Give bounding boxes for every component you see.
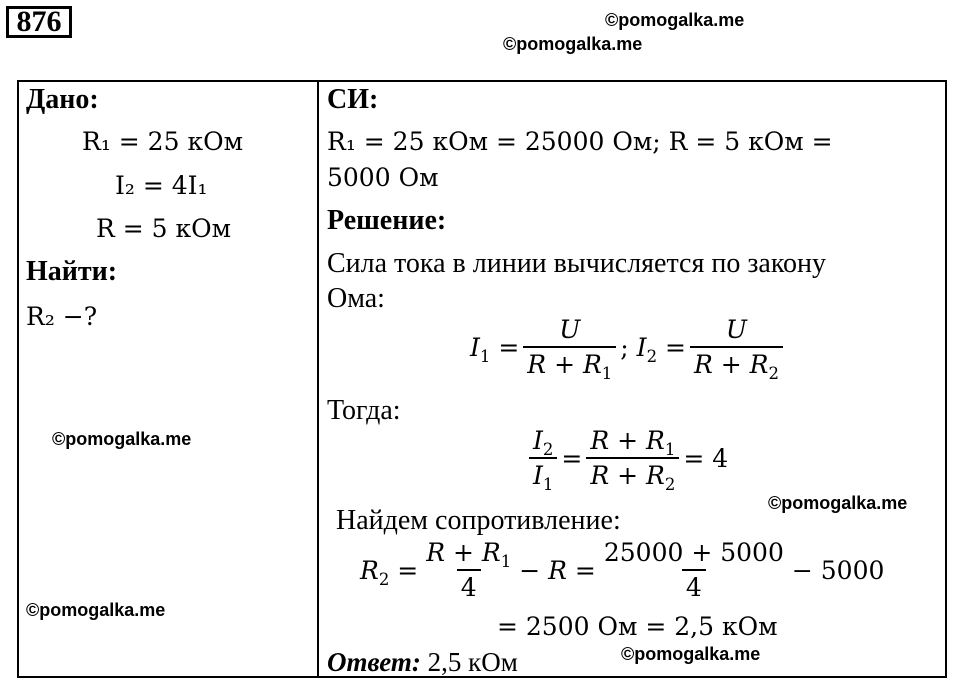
given-r1: R₁ = 25 кОм [82,127,244,156]
problem-number: 876 [6,6,72,38]
solution-header: Решение: [327,205,447,236]
given-r: R = 5 кОм [96,214,232,243]
solution-text-2: Тогда: [327,395,401,426]
solution-text-3: Найдем сопротивление: [336,505,621,536]
formula-ohm-law: $I_1$ = $\frac{U}{R + R_1}$ ; $I_2$ = $\frac{U}{R + R_2}$ [470,315,787,379]
si-line-2: 5000 Ом [327,163,439,192]
watermark: ©pomogalka.me [768,493,908,513]
si-line-1: R₁ = 25 кОм = 25000 Ом; R = 5 кОм = [327,127,833,156]
answer-value: 2,5 кОм [427,647,518,677]
watermark: ©pomogalka.me [605,10,745,30]
watermark: ©pomogalka.me [503,34,643,54]
si-header: СИ: [327,84,379,115]
solution-text-1b: Ома: [327,283,385,314]
find-r2: R₂ −? [26,302,98,331]
watermark: ©pomogalka.me [621,644,761,664]
watermark: ©pomogalka.me [26,600,166,620]
answer-label: Ответ: [327,647,421,677]
answer [327,647,518,678]
watermark: ©pomogalka.me [52,429,192,449]
find-header: Найти: [26,256,118,287]
formula-ratio: $\frac{I_2}{I_1}$ = $\frac{R + R_1}{R + R_2}$ = 4 [525,426,728,490]
given-i2: I₂ = 4I₁ [115,171,208,200]
formula-result: = 2500 Ом = 2,5 кОм [497,612,778,641]
solution-text-1a: Сила тока в линии вычисляется по закону [327,248,826,279]
formula-r2: $R_2$ = $\frac{R + R_1}{4}$ − R = $\frac{25000 + 5000}{4}$ − 5000 [360,538,885,602]
given-header: Дано: [26,84,99,115]
column-divider [317,80,319,678]
